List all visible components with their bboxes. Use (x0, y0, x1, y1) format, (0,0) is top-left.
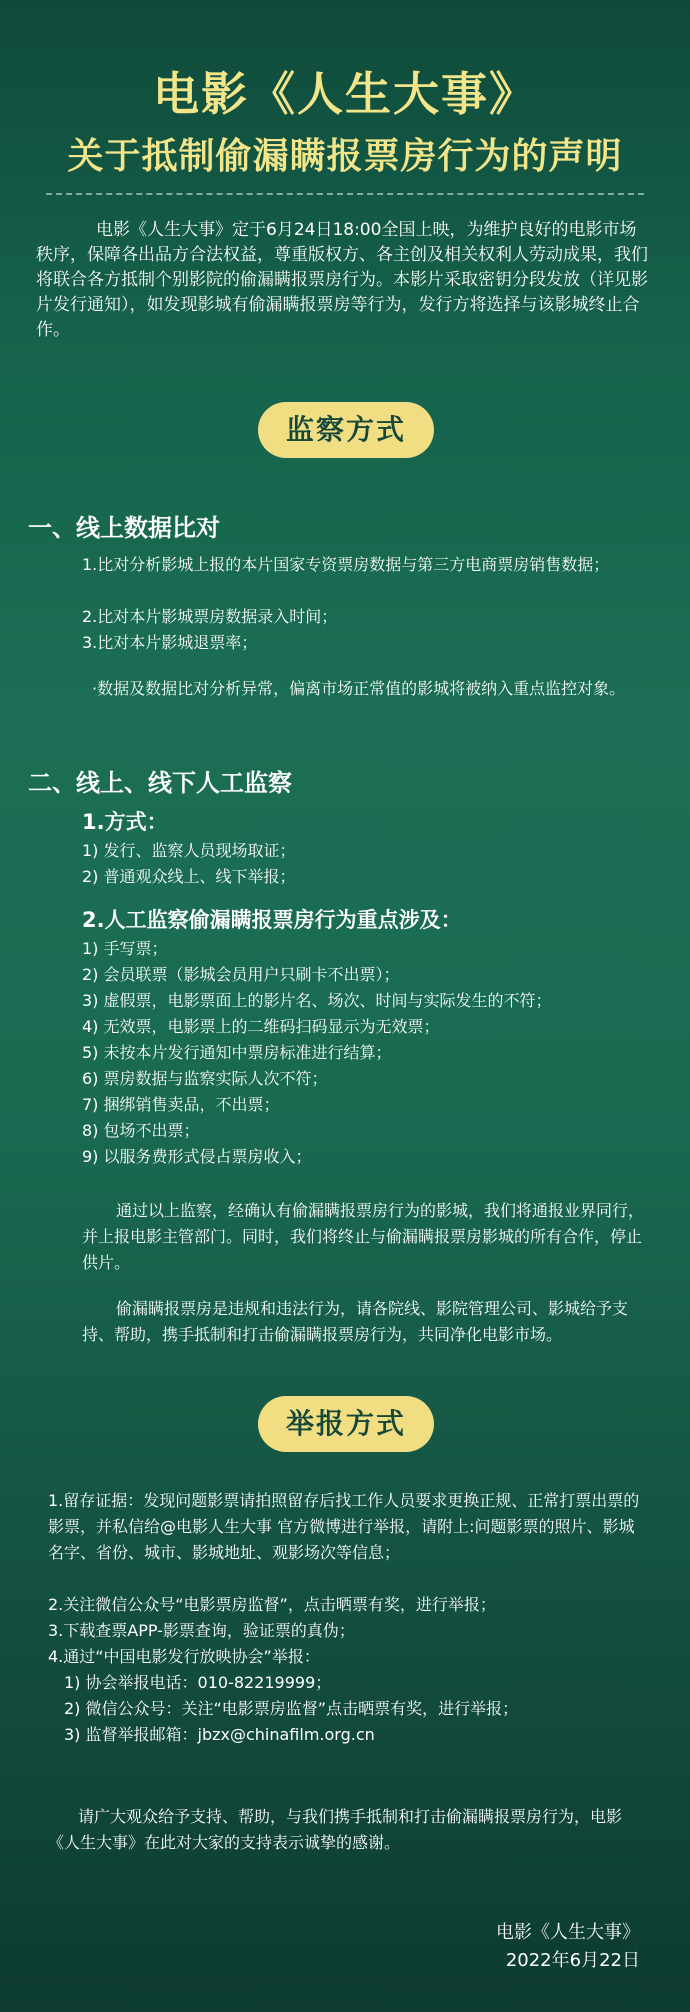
section1-note: ·数据及数据比对分析异常，偏离市场正常值的影城将被纳入重点监控对象。 (92, 679, 626, 698)
monitor-result-paragraph: 通过以上监察，经确认有偷漏瞒报票房行为的影城，我们将通报业界同行，并上报电影主管部门。同时，我们将终止与偷漏瞒报票房影城的所有合作，停止供片。 (82, 1201, 645, 1272)
method-item-1: 1) 发行、监察人员现场取证； (82, 841, 296, 860)
report-item-2: 2.关注微信公众号“电影票房监督”，点击晒票有奖，进行举报； (48, 1595, 496, 1614)
page-subtitle: 关于抵制偷漏瞒报票房行为的声明 (67, 136, 623, 177)
report-phone: 1) 协会举报电话：010-82219999； (64, 1673, 332, 1692)
intro-paragraph: 电影《人生大事》定于6月24日18:00全国上映，为维护良好的电影市场秩序，保障各出品方合法权益，尊重版权方、各主创及相关权利人劳动成果，我们将联合各方抵制个别影院的偷漏瞒报票房行为。本影片采取密钥分段发放（详见影片发行通知），如发现影城有偷漏瞒报票房等行为，发行方将选择与该影城终止合作。 (36, 220, 648, 340)
section1-item-3: 3.比对本片影城退票率； (82, 633, 258, 652)
focus-item-6: 6) 票房数据与监察实际人次不符； (82, 1069, 328, 1088)
report-item-4: 4.通过“中国电影发行放映协会”举报： (48, 1647, 320, 1666)
section1-item-2: 2.比对本片影城票房数据录入时间； (82, 607, 338, 626)
report-email: 3) 监督举报邮箱：jbzx@chinafilm.org.cn (64, 1725, 375, 1744)
section2-sub2: 2.人工监察偷漏瞒报票房行为重点涉及： (82, 908, 462, 932)
report-item-3: 3.下载查票APP-影票查询，验证票的真伪； (48, 1621, 355, 1640)
report-wechat: 2) 微信公众号：关注“电影票房监督”点击晒票有奖，进行举报； (64, 1699, 519, 1718)
focus-item-1: 1) 手写票； (82, 939, 168, 958)
page-title: 电影《人生大事》 (153, 67, 537, 121)
monitor-method-badge: 监察方式 (258, 402, 434, 458)
focus-item-5: 5) 未按本片发行通知中票房标准进行结算； (82, 1043, 392, 1062)
appeal-paragraph: 偷漏瞒报票房是违规和违法行为，请各院线、影院管理公司、影城给予支持、帮助，携手抵制和打击偷漏瞒报票房行为，共同净化电影市场。 (82, 1299, 629, 1344)
focus-item-4: 4) 无效票，电影票上的二维码扫码显示为无效票； (82, 1017, 440, 1036)
section1-item-1: 1.比对分析影城上报的本片国家专资票房数据与第三方电商票房销售数据； (82, 555, 610, 574)
closing-paragraph: 请广大观众给予支持、帮助，与我们携手抵制和打击偷漏瞒报票房行为，电影《人生大事》在此对大家的支持表示诚挚的感谢。 (48, 1807, 623, 1852)
dashed-divider (46, 193, 644, 195)
method-item-2: 2) 普通观众线上、线下举报； (82, 867, 296, 886)
report-method-badge: 举报方式 (258, 1396, 434, 1452)
focus-item-3: 3) 虚假票，电影票面上的影片名、场次、时间与实际发生的不符； (82, 991, 552, 1010)
focus-item-8: 8) 包场不出票； (82, 1121, 200, 1140)
signature-date: 2022年6月22日 (505, 1950, 640, 1971)
section1-heading: 一、线上数据比对 (28, 514, 220, 542)
section2-sub1: 1.方式： (82, 810, 168, 834)
focus-item-2: 2) 会员联票（影城会员用户只刷卡不出票）； (82, 965, 400, 984)
report-item-1: 1.留存证据：发现问题影票请拍照留存后找工作人员要求更换正规、正常打票出票的影票，并私信给@电影人生大事 官方微博进行举报，请附上:问题影票的照片、影城名字、省份、城市、影城地址、观影场次等信息； (48, 1491, 640, 1562)
signature-name: 电影《人生大事》 (496, 1922, 640, 1943)
focus-item-7: 7) 捆绑销售卖品，不出票； (82, 1095, 280, 1114)
section2-heading: 二、线上、线下人工监察 (28, 769, 292, 797)
focus-item-9: 9) 以服务费形式侵占票房收入； (82, 1147, 312, 1166)
